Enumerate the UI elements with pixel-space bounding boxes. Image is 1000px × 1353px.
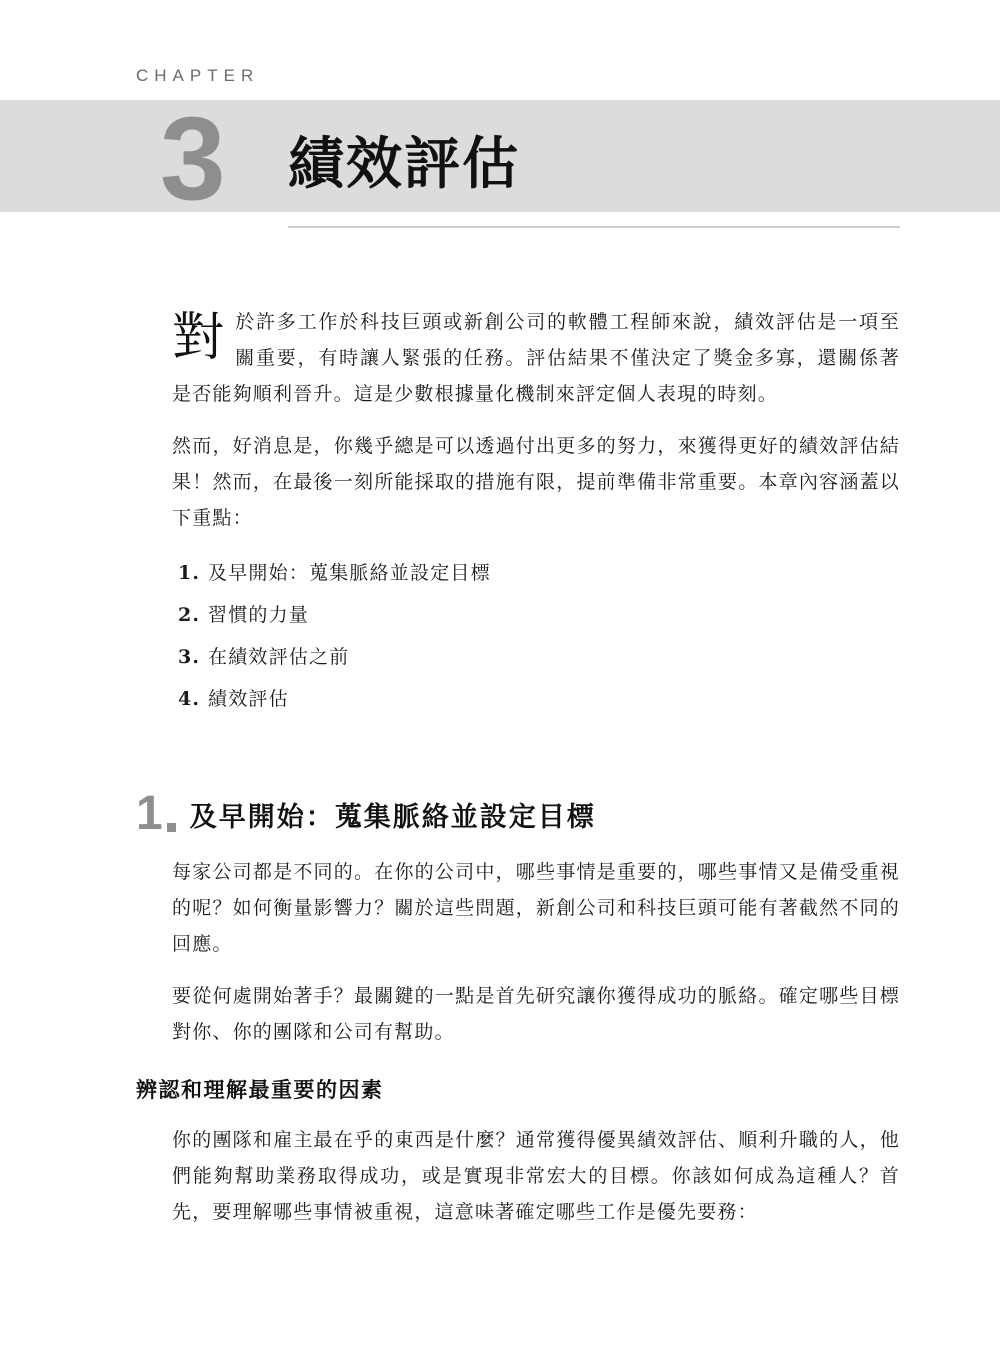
chapter-title: 績效評估	[288, 131, 520, 197]
chapter-outline-list	[172, 552, 900, 720]
section-paragraph-2: 要從何處開始著手？最關鍵的一點是首先研究讓你獲得成功的脈絡。確定哪些目標對你、你的團隊和公司有幫助。	[172, 985, 900, 1043]
section-number: 1	[136, 787, 163, 840]
section-number-dot	[167, 823, 176, 832]
intro-paragraph-2: 然而，好消息是，你幾乎總是可以透過付出更多的努力，來獲得更好的績效評估結果！然而，在最後一刻所能採取的措施有限，提前準備非常重要。本章內容涵蓋以下重點：	[172, 435, 900, 529]
intro-paragraph-1-text: 於許多工作於科技巨頭或新創公司的軟體工程師來說，績效評估是一項至關重要，有時讓人緊張的任務。評估結果不僅決定了獎金多寡，還關係著是否能夠順利晉升。這是少數根據量化機制來評定個人表現的時刻。	[172, 311, 900, 405]
chapter-number: 3	[160, 93, 226, 225]
drop-cap: 對	[172, 308, 226, 368]
outline-item	[172, 678, 900, 720]
chapter-label: CHAPTER	[136, 66, 260, 85]
subsection-heading: 辨認和理解最重要的因素	[136, 1078, 384, 1102]
outline-item-number: 3.	[178, 646, 201, 668]
section-heading	[136, 788, 596, 838]
outline-item-number: 1.	[178, 562, 201, 584]
outline-item	[172, 552, 900, 594]
section-1-body	[172, 854, 900, 1066]
subsection-body	[172, 1122, 900, 1246]
outline-item	[172, 636, 900, 678]
section-title: 及早開始：蒐集脈絡並設定目標	[189, 802, 596, 833]
outline-item-text: 及早開始：蒐集脈絡並設定目標	[208, 562, 491, 584]
outline-item-text: 習慣的力量	[208, 604, 310, 626]
outline-item-text: 在績效評估之前	[208, 646, 350, 668]
section-paragraph-1: 每家公司都是不同的。在你的公司中，哪些事情是重要的，哪些事情又是備受重視的呢？如何衡量影響力？關於這些問題，新創公司和科技巨頭可能有著截然不同的回應。	[172, 861, 900, 955]
intro-paragraph-1	[172, 304, 900, 412]
intro-block	[172, 304, 900, 720]
title-divider	[288, 226, 900, 228]
outline-item-text: 績效評估	[208, 688, 289, 710]
outline-item-number: 4.	[178, 688, 201, 710]
outline-item	[172, 594, 900, 636]
outline-item-number: 2.	[178, 604, 201, 626]
subsection-paragraph-1: 你的團隊和雇主最在乎的東西是什麼？通常獲得優異績效評估、順利升職的人，他們能夠幫助業務取得成功，或是實現非常宏大的目標。你該如何成為這種人？首先，要理解哪些事情被重視，這意味著確定哪些工作是優先要務：	[172, 1129, 900, 1223]
